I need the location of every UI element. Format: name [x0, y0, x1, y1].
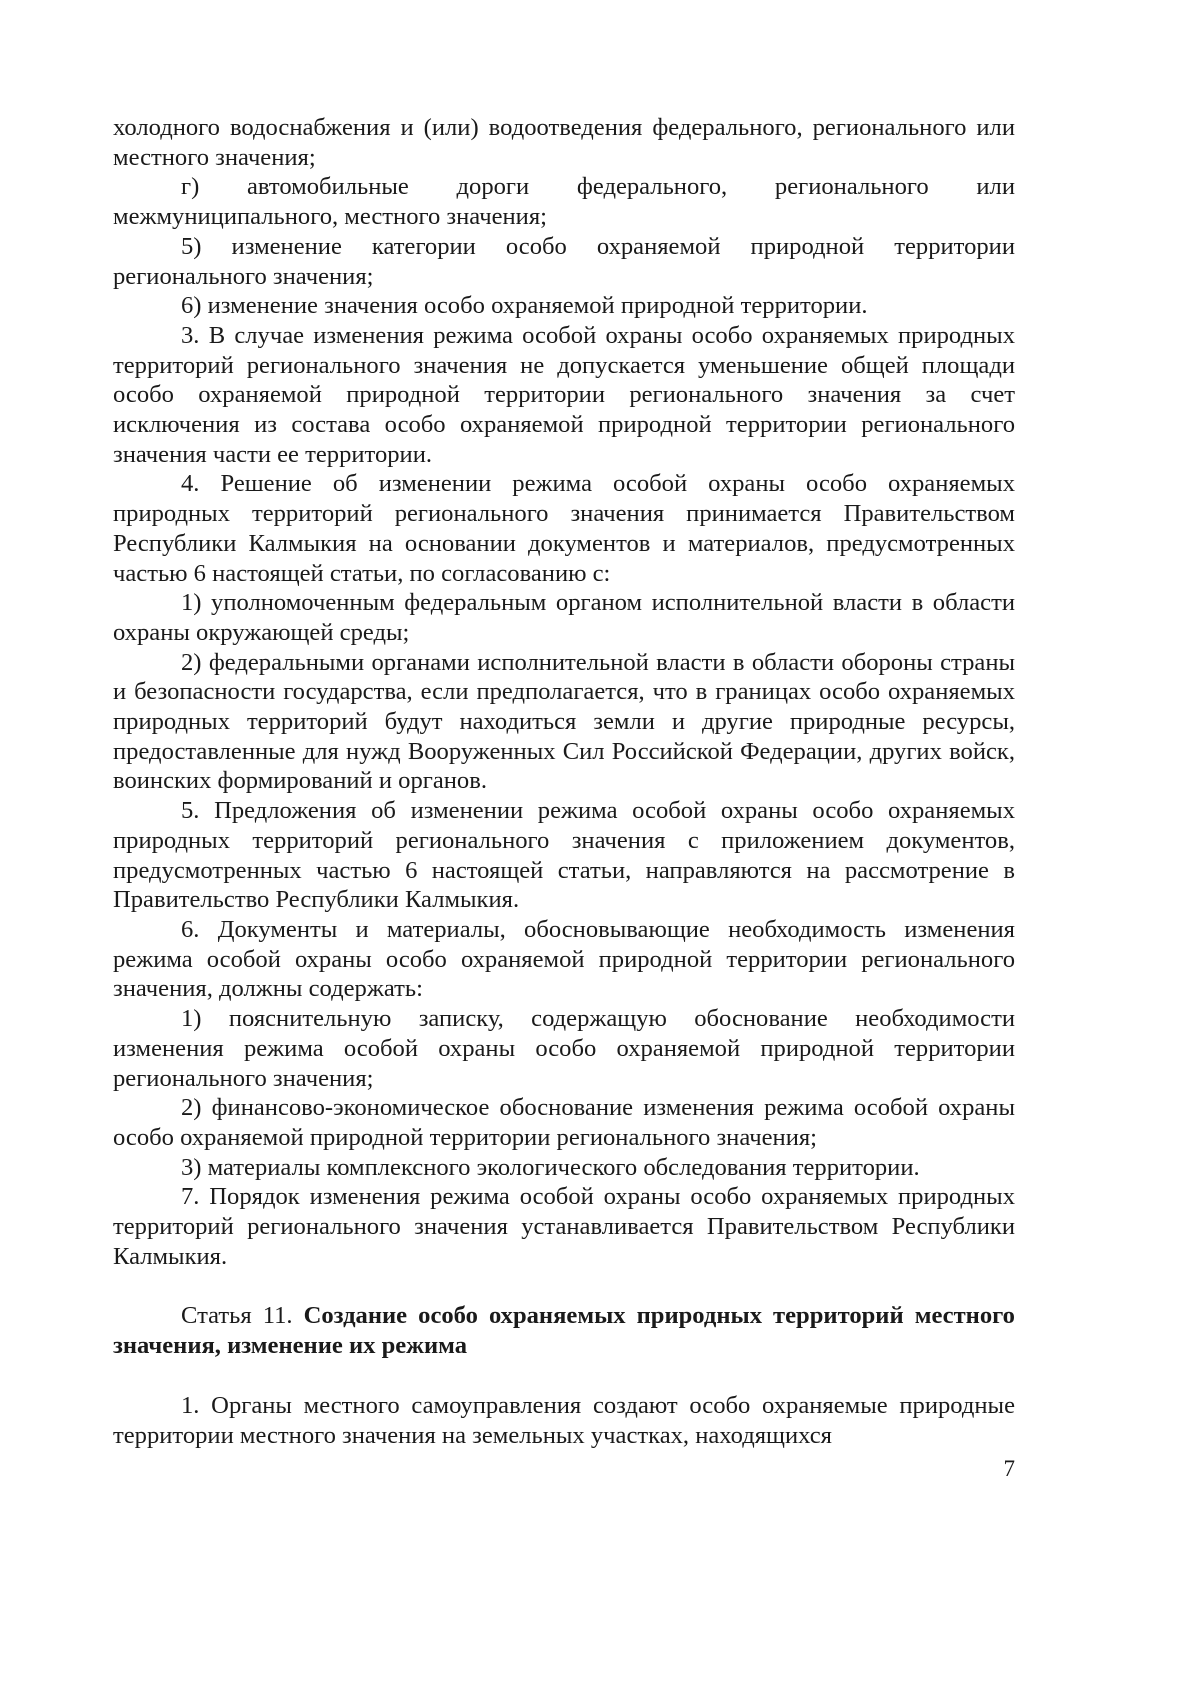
paragraph: 5) изменение категории особо охраняемой природной территории регионального значения; — [113, 232, 1015, 290]
paragraph: г) автомобильные дороги федерального, регионального или межмуниципального, местного значения; — [113, 173, 1015, 231]
paragraph: холодного водоснабжения и (или) водоотведения федерального, регионального или местного значения; — [113, 114, 1015, 171]
paragraph: 6) изменение значения особо охраняемой природной территории. — [181, 292, 868, 320]
paragraph: 1) пояснительную записку, содержащую обоснование необходимости изменения режима особой охраны особо охраняемой природной территории регионального значения; — [113, 1005, 1015, 1092]
paragraph: 1) уполномоченным федеральным органом исполнительной власти в области охраны окружающей среды; — [113, 589, 1015, 646]
paragraph: 5. Предложения об изменении режима особой охраны особо охраняемых природных территорий регионального значения с приложением документов, предусмотренных частью 6 настоящей статьи, направляются на рассмотрение в Правительство Республики Калмыкия. — [113, 797, 1015, 914]
page-number: 7 — [1003, 1456, 1015, 1481]
paragraph: 3. В случае изменения режима особой охраны особо охраняемых природных территорий регионального значения не допускается уменьшение общей площади особо охраняемой природной территории регионального значения за счет исключения из состава особо охраняемой природной территории регионального значения части ее территории. — [113, 321, 1015, 468]
paragraph: 6. Документы и материалы, обосновывающие необходимость изменения режима особой охраны особо охраняемой природной территории регионального значения, должны содержать: — [113, 915, 1015, 1003]
article-label: Статья 11. — [181, 1302, 293, 1330]
paragraph: 1. Органы местного самоуправления создают особо охраняемые природные территории местного значения на земельных участках, находящихся — [113, 1391, 1015, 1449]
document-body — [113, 113, 1015, 1450]
paragraph: 3) материалы комплексного экологического обследования территории. — [181, 1153, 920, 1181]
paragraph: 2) федеральными органами исполнительной власти в области обороны страны и безопасности государства, если предполагается, что в границах особо охраняемых природных территорий будут находиться земли и другие природные ресурсы, предоставленные для нужд Вооруженных Сил Российской Федерации, других войск, воинских формирований и органов. — [113, 648, 1015, 795]
article-heading — [113, 1301, 1015, 1360]
article-title: Создание особо охраняемых природных территорий местного значения, изменение их режима — [113, 1302, 1015, 1360]
paragraph: 4. Решение об изменении режима особой охраны особо охраняемых природных территорий регионального значения принимается Правительством Республики Калмыкия на основании документов и материалов, предусмотренных частью 6 настоящей статьи, по согласованию с: — [113, 470, 1015, 587]
paragraph: 7. Порядок изменения режима особой охраны особо охраняемых природных территорий регионального значения устанавливается Правительством Республики Калмыкия. — [113, 1183, 1015, 1270]
paragraph: 2) финансово-экономическое обоснование изменения режима особой охраны особо охраняемой природной территории регионального значения; — [113, 1094, 1015, 1151]
